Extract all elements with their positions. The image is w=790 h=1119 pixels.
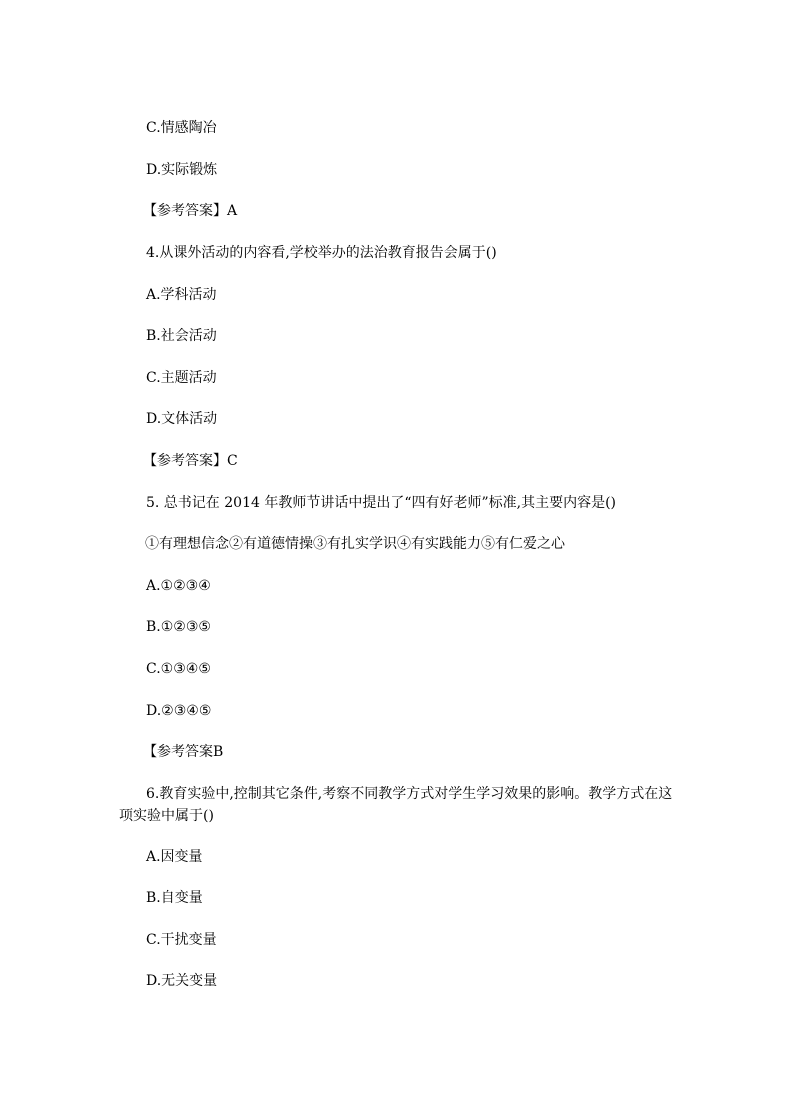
question-5-statements: ①有理想信念②有道德情操③有扎实学识④有实践能力⑤有仁爱之心 [145, 536, 565, 552]
option-c-q3: C.情感陶冶 [146, 120, 217, 136]
option-d-q5: D.②③④⑤ [146, 703, 212, 719]
option-d-q3: D.实际锻炼 [146, 162, 218, 178]
question-6: 6.教育实验中,控制其它条件,考察不同教学方式对学生学习效果的影响。教学方式在这项实验中属于() [119, 786, 673, 824]
option-d-q4: D.文体活动 [146, 411, 218, 427]
option-b-q4: B.社会活动 [146, 328, 217, 344]
question-4: 4.从课外活动的内容看,学校举办的法治教育报告会属于() [146, 245, 497, 261]
option-a-q5: A.①②③④ [146, 578, 211, 594]
answer-q3: 【参考答案】A [143, 203, 238, 219]
option-b-q6: B.自变量 [146, 890, 203, 906]
option-b-q5: B.①②③⑤ [146, 619, 211, 635]
option-a-q4: A.学科活动 [146, 287, 217, 303]
question-5: 5. 总书记在 2014 年教师节讲话中提出了“四有好老师”标准,其主要内容是() [146, 495, 617, 511]
answer-q4: 【参考答案】C [143, 453, 238, 469]
option-c-q5: C.①③④⑤ [146, 661, 211, 677]
option-a-q6: A.因变量 [146, 849, 203, 865]
answer-q5: 【参考答案B [143, 744, 224, 760]
option-c-q6: C.干扰变量 [146, 932, 217, 948]
option-c-q4: C.主题活动 [146, 370, 217, 386]
option-d-q6: D.无关变量 [146, 973, 218, 989]
